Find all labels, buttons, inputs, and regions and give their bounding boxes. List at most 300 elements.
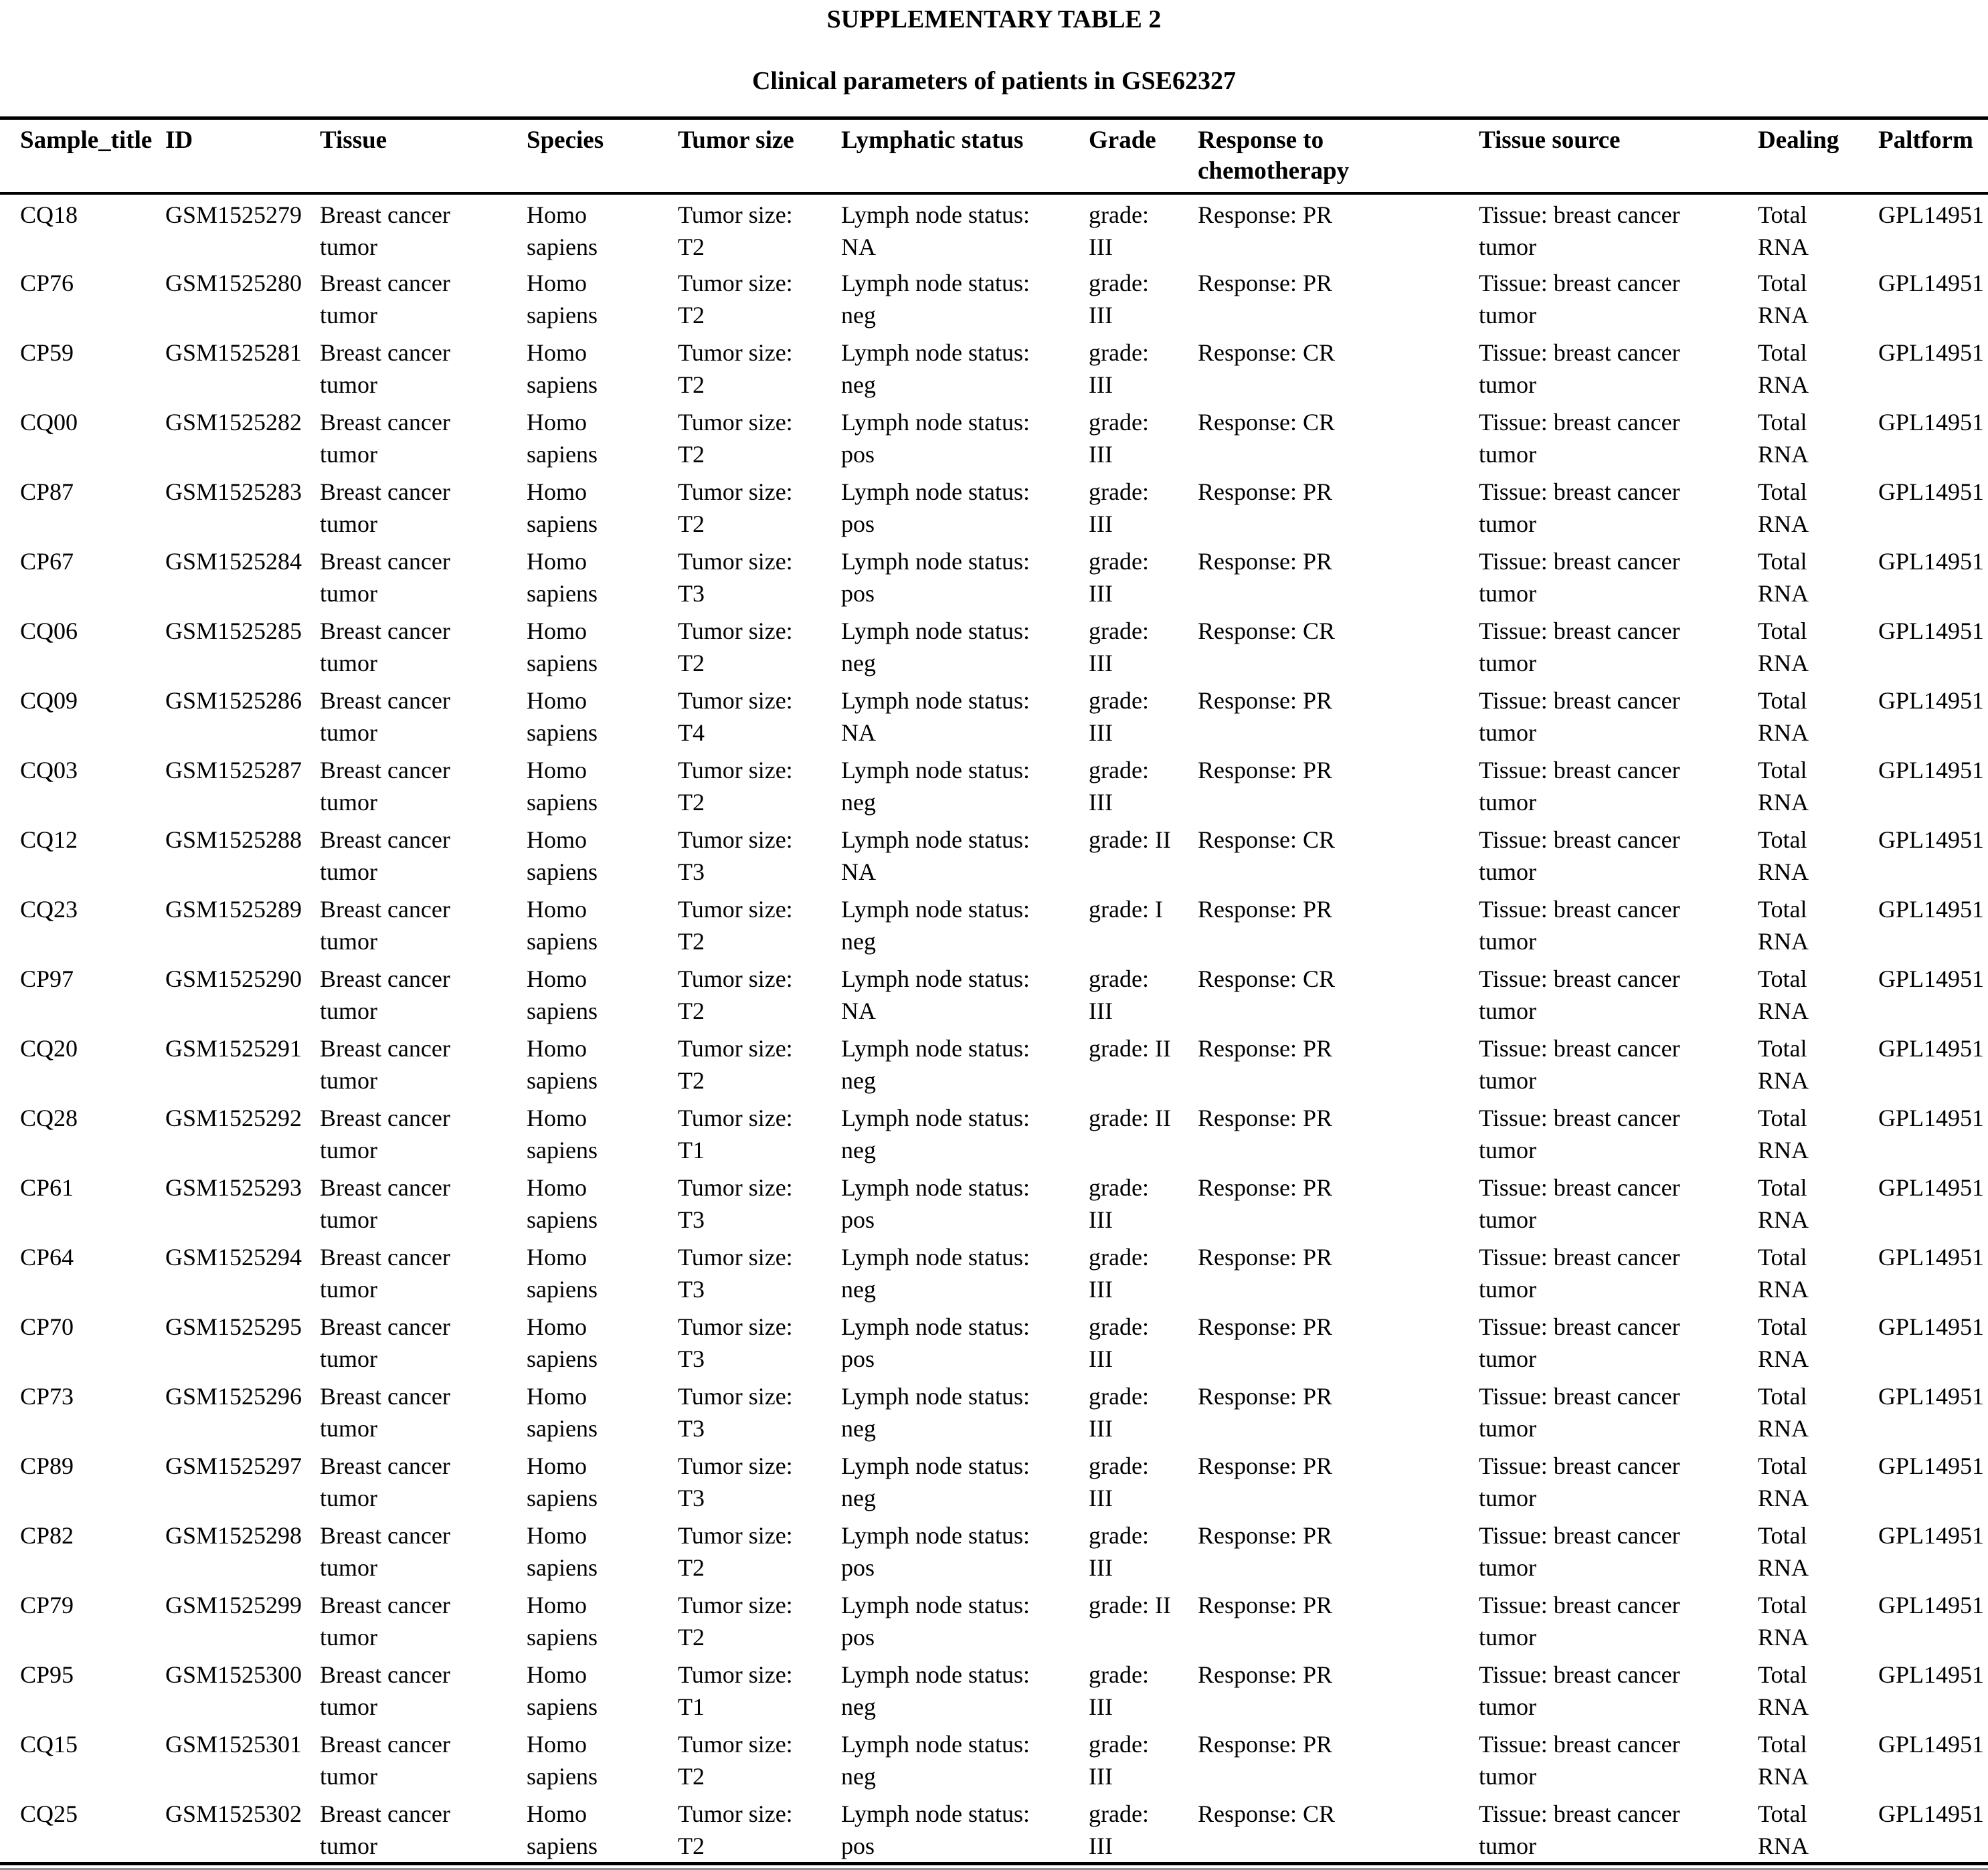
cell-platform: GPL14951 bbox=[1878, 1313, 1985, 1340]
cell-tumor_size: Tumor size: T2 bbox=[678, 478, 793, 537]
cell-sample_title: CQ00 bbox=[20, 409, 78, 436]
cell-tissue_source: Tissue: breast cancer tumor bbox=[1479, 1522, 1680, 1581]
cell-platform: GPL14951 bbox=[1878, 896, 1985, 923]
table-row bbox=[0, 472, 1988, 541]
cell-id: GSM1525285 bbox=[165, 618, 302, 644]
cell-tissue_source: Tissue: breast cancer tumor bbox=[1479, 1661, 1680, 1720]
table-row bbox=[0, 1376, 1988, 1446]
cell-species: Homo sapiens bbox=[527, 1313, 598, 1372]
cell-lymphatic_status: Lymph node status: neg bbox=[841, 757, 1030, 816]
cell-lymphatic_status: Lymph node status: pos bbox=[841, 548, 1030, 607]
cell-platform: GPL14951 bbox=[1878, 409, 1985, 436]
cell-platform: GPL14951 bbox=[1878, 1035, 1985, 1062]
cell-platform: GPL14951 bbox=[1878, 1592, 1985, 1618]
cell-lymphatic_status: Lymph node status: neg bbox=[841, 270, 1030, 329]
cell-platform: GPL14951 bbox=[1878, 826, 1985, 853]
cell-id: GSM1525284 bbox=[165, 548, 302, 575]
cell-grade: grade: III bbox=[1089, 548, 1149, 607]
cell-tissue_source: Tissue: breast cancer tumor bbox=[1479, 826, 1680, 885]
cell-response: Response: PR bbox=[1198, 201, 1333, 228]
cell-tissue_source: Tissue: breast cancer tumor bbox=[1479, 1453, 1680, 1511]
cell-species: Homo sapiens bbox=[527, 409, 598, 468]
cell-grade: grade: III bbox=[1089, 1522, 1149, 1581]
cell-response: Response: CR bbox=[1198, 965, 1336, 992]
cell-dealing: Total RNA bbox=[1758, 826, 1809, 885]
cell-grade: grade: III bbox=[1089, 1174, 1149, 1233]
column-header-lymphatic_status: Lymphatic status bbox=[841, 118, 1089, 194]
cell-tissue: Breast cancer tumor bbox=[320, 548, 450, 607]
cell-sample_title: CP59 bbox=[20, 339, 74, 366]
cell-lymphatic_status: Lymph node status: pos bbox=[841, 1522, 1030, 1581]
cell-species: Homo sapiens bbox=[527, 1661, 598, 1720]
cell-tissue_source: Tissue: breast cancer tumor bbox=[1479, 965, 1680, 1024]
cell-dealing: Total RNA bbox=[1758, 1800, 1809, 1859]
cell-sample_title: CP82 bbox=[20, 1522, 74, 1549]
cell-sample_title: CQ23 bbox=[20, 896, 78, 923]
cell-tissue_source: Tissue: breast cancer tumor bbox=[1479, 548, 1680, 607]
cell-species: Homo sapiens bbox=[527, 201, 598, 260]
cell-platform: GPL14951 bbox=[1878, 1453, 1985, 1479]
table-row bbox=[0, 1446, 1988, 1515]
cell-species: Homo sapiens bbox=[527, 270, 598, 329]
cell-tumor_size: Tumor size: T3 bbox=[678, 1313, 793, 1372]
table-row bbox=[0, 1794, 1988, 1864]
cell-tumor_size: Tumor size: T2 bbox=[678, 1035, 793, 1094]
cell-lymphatic_status: Lymph node status: pos bbox=[841, 1592, 1030, 1651]
cell-species: Homo sapiens bbox=[527, 618, 598, 676]
cell-tumor_size: Tumor size: T2 bbox=[678, 618, 793, 676]
cell-response: Response: PR bbox=[1198, 1035, 1333, 1062]
cell-tissue: Breast cancer tumor bbox=[320, 409, 450, 468]
column-header-response: Response to chemotherapy bbox=[1198, 118, 1479, 194]
cell-tumor_size: Tumor size: T2 bbox=[678, 965, 793, 1024]
cell-sample_title: CQ20 bbox=[20, 1035, 78, 1062]
cell-tissue_source: Tissue: breast cancer tumor bbox=[1479, 409, 1680, 468]
cell-response: Response: PR bbox=[1198, 270, 1333, 296]
cell-tumor_size: Tumor size: T2 bbox=[678, 757, 793, 816]
cell-platform: GPL14951 bbox=[1878, 548, 1985, 575]
cell-dealing: Total RNA bbox=[1758, 965, 1809, 1024]
cell-id: GSM1525297 bbox=[165, 1453, 302, 1479]
column-header-grade: Grade bbox=[1089, 118, 1198, 194]
cell-lymphatic_status: Lymph node status: pos bbox=[841, 478, 1030, 537]
cell-grade: grade: III bbox=[1089, 478, 1149, 537]
table-row bbox=[0, 1307, 1988, 1376]
cell-response: Response: PR bbox=[1198, 1522, 1333, 1549]
cell-tissue_source: Tissue: breast cancer tumor bbox=[1479, 1244, 1680, 1303]
cell-lymphatic_status: Lymph node status: NA bbox=[841, 826, 1030, 885]
cell-lymphatic_status: Lymph node status: neg bbox=[841, 1105, 1030, 1163]
cell-dealing: Total RNA bbox=[1758, 1105, 1809, 1163]
cell-tissue_source: Tissue: breast cancer tumor bbox=[1479, 1383, 1680, 1442]
cell-lymphatic_status: Lymph node status: NA bbox=[841, 687, 1030, 746]
cell-id: GSM1525283 bbox=[165, 478, 302, 505]
table-row bbox=[0, 402, 1988, 472]
cell-platform: GPL14951 bbox=[1878, 687, 1985, 714]
cell-dealing: Total RNA bbox=[1758, 270, 1809, 329]
cell-tumor_size: Tumor size: T2 bbox=[678, 339, 793, 398]
cell-dealing: Total RNA bbox=[1758, 478, 1809, 537]
cell-tissue_source: Tissue: breast cancer tumor bbox=[1479, 1174, 1680, 1233]
cell-tissue: Breast cancer tumor bbox=[320, 687, 450, 746]
cell-grade: grade: III bbox=[1089, 965, 1149, 1024]
table-caption: Clinical parameters of patients in GSE62327 bbox=[751, 67, 1237, 95]
cell-grade: grade: III bbox=[1089, 618, 1149, 676]
cell-tissue: Breast cancer tumor bbox=[320, 757, 450, 816]
cell-lymphatic_status: Lymph node status: NA bbox=[841, 201, 1030, 260]
cell-tissue_source: Tissue: breast cancer tumor bbox=[1479, 1731, 1680, 1790]
table-row bbox=[0, 1237, 1988, 1307]
cell-platform: GPL14951 bbox=[1878, 618, 1985, 644]
cell-lymphatic_status: Lymph node status: neg bbox=[841, 1453, 1030, 1511]
table-body bbox=[0, 193, 1988, 1864]
cell-dealing: Total RNA bbox=[1758, 409, 1809, 468]
cell-id: GSM1525289 bbox=[165, 896, 302, 923]
cell-tissue_source: Tissue: breast cancer tumor bbox=[1479, 896, 1680, 955]
cell-tumor_size: Tumor size: T3 bbox=[678, 826, 793, 885]
cell-id: GSM1525299 bbox=[165, 1592, 302, 1618]
cell-tissue: Breast cancer tumor bbox=[320, 1522, 450, 1581]
cell-response: Response: PR bbox=[1198, 1661, 1333, 1688]
cell-species: Homo sapiens bbox=[527, 548, 598, 607]
cell-id: GSM1525292 bbox=[165, 1105, 302, 1131]
cell-response: Response: CR bbox=[1198, 1800, 1336, 1827]
cell-tumor_size: Tumor size: T2 bbox=[678, 201, 793, 260]
cell-platform: GPL14951 bbox=[1878, 339, 1985, 366]
cell-sample_title: CP79 bbox=[20, 1592, 74, 1618]
cell-platform: GPL14951 bbox=[1878, 270, 1985, 296]
cell-sample_title: CP97 bbox=[20, 965, 74, 992]
cell-lymphatic_status: Lymph node status: neg bbox=[841, 1383, 1030, 1442]
cell-tumor_size: Tumor size: T2 bbox=[678, 409, 793, 468]
cell-grade: grade: III bbox=[1089, 1800, 1149, 1859]
cell-platform: GPL14951 bbox=[1878, 1105, 1985, 1131]
table-row bbox=[0, 1585, 1988, 1655]
cell-sample_title: CP76 bbox=[20, 270, 74, 296]
cell-tumor_size: Tumor size: T2 bbox=[678, 1731, 793, 1790]
cell-id: GSM1525280 bbox=[165, 270, 302, 296]
cell-response: Response: PR bbox=[1198, 757, 1333, 783]
cell-tissue_source: Tissue: breast cancer tumor bbox=[1479, 1800, 1680, 1859]
cell-tumor_size: Tumor size: T3 bbox=[678, 548, 793, 607]
cell-tissue: Breast cancer tumor bbox=[320, 1731, 450, 1790]
cell-tissue_source: Tissue: breast cancer tumor bbox=[1479, 1592, 1680, 1651]
cell-grade: grade: III bbox=[1089, 1313, 1149, 1372]
column-header-sample_title: Sample_title bbox=[0, 118, 165, 194]
table-row bbox=[0, 680, 1988, 750]
cell-tumor_size: Tumor size: T3 bbox=[678, 1453, 793, 1511]
cell-species: Homo sapiens bbox=[527, 965, 598, 1024]
cell-platform: GPL14951 bbox=[1878, 965, 1985, 992]
cell-dealing: Total RNA bbox=[1758, 201, 1809, 260]
cell-platform: GPL14951 bbox=[1878, 1522, 1985, 1549]
column-header-dealing: Dealing bbox=[1758, 118, 1878, 194]
cell-lymphatic_status: Lymph node status: pos bbox=[841, 409, 1030, 468]
cell-species: Homo sapiens bbox=[527, 1035, 598, 1094]
cell-tissue: Breast cancer tumor bbox=[320, 1244, 450, 1303]
table-row bbox=[0, 193, 1988, 263]
cell-dealing: Total RNA bbox=[1758, 548, 1809, 607]
cell-grade: grade: III bbox=[1089, 687, 1149, 746]
cell-response: Response: PR bbox=[1198, 1731, 1333, 1758]
cell-tumor_size: Tumor size: T2 bbox=[678, 896, 793, 955]
cell-tissue: Breast cancer tumor bbox=[320, 1105, 450, 1163]
cell-tissue_source: Tissue: breast cancer tumor bbox=[1479, 1313, 1680, 1372]
cell-platform: GPL14951 bbox=[1878, 757, 1985, 783]
cell-id: GSM1525286 bbox=[165, 687, 302, 714]
table-row bbox=[0, 1724, 1988, 1794]
cell-grade: grade: III bbox=[1089, 757, 1149, 816]
table-row bbox=[0, 1167, 1988, 1237]
cell-tumor_size: Tumor size: T2 bbox=[678, 1592, 793, 1651]
cell-species: Homo sapiens bbox=[527, 1800, 598, 1859]
cell-grade: grade: II bbox=[1089, 1105, 1171, 1131]
cell-tissue: Breast cancer tumor bbox=[320, 1453, 450, 1511]
table-row bbox=[0, 1655, 1988, 1724]
header-row bbox=[0, 118, 1988, 194]
cell-sample_title: CP95 bbox=[20, 1661, 74, 1688]
cell-dealing: Total RNA bbox=[1758, 339, 1809, 398]
cell-response: Response: PR bbox=[1198, 687, 1333, 714]
cell-sample_title: CQ25 bbox=[20, 1800, 78, 1827]
clinical-parameters-table bbox=[0, 116, 1988, 1865]
table-row bbox=[0, 820, 1988, 889]
cell-tissue: Breast cancer tumor bbox=[320, 826, 450, 885]
cell-species: Homo sapiens bbox=[527, 1592, 598, 1651]
cell-species: Homo sapiens bbox=[527, 1383, 598, 1442]
cell-tissue: Breast cancer tumor bbox=[320, 1661, 450, 1720]
cell-species: Homo sapiens bbox=[527, 687, 598, 746]
cell-grade: grade: III bbox=[1089, 339, 1149, 398]
cell-tumor_size: Tumor size: T3 bbox=[678, 1244, 793, 1303]
cell-id: GSM1525298 bbox=[165, 1522, 302, 1549]
cell-tissue_source: Tissue: breast cancer tumor bbox=[1479, 1035, 1680, 1094]
cell-species: Homo sapiens bbox=[527, 1174, 598, 1233]
cell-tissue_source: Tissue: breast cancer tumor bbox=[1479, 618, 1680, 676]
cell-id: GSM1525293 bbox=[165, 1174, 302, 1201]
cell-grade: grade: II bbox=[1089, 1592, 1171, 1618]
table-row bbox=[0, 1515, 1988, 1585]
cell-sample_title: CQ28 bbox=[20, 1105, 78, 1131]
cell-tissue_source: Tissue: breast cancer tumor bbox=[1479, 270, 1680, 329]
cell-id: GSM1525296 bbox=[165, 1383, 302, 1410]
column-header-id: ID bbox=[165, 118, 320, 194]
cell-id: GSM1525288 bbox=[165, 826, 302, 853]
cell-platform: GPL14951 bbox=[1878, 1800, 1985, 1827]
cell-lymphatic_status: Lymph node status: pos bbox=[841, 1174, 1030, 1233]
cell-dealing: Total RNA bbox=[1758, 1244, 1809, 1303]
table-row bbox=[0, 1028, 1988, 1098]
cell-tissue_source: Tissue: breast cancer tumor bbox=[1479, 478, 1680, 537]
cell-tissue: Breast cancer tumor bbox=[320, 1383, 450, 1442]
cell-id: GSM1525287 bbox=[165, 757, 302, 783]
cell-response: Response: PR bbox=[1198, 1453, 1333, 1479]
column-header-tumor_size: Tumor size bbox=[678, 118, 841, 194]
cell-response: Response: PR bbox=[1198, 548, 1333, 575]
cell-tissue: Breast cancer tumor bbox=[320, 896, 450, 955]
cell-tissue: Breast cancer tumor bbox=[320, 478, 450, 537]
cell-response: Response: PR bbox=[1198, 1244, 1333, 1271]
cell-lymphatic_status: Lymph node status: pos bbox=[841, 1313, 1030, 1372]
cell-sample_title: CP70 bbox=[20, 1313, 74, 1340]
cell-platform: GPL14951 bbox=[1878, 1731, 1985, 1758]
cell-tissue: Breast cancer tumor bbox=[320, 1800, 450, 1859]
column-header-species: Species bbox=[527, 118, 678, 194]
cell-response: Response: CR bbox=[1198, 339, 1336, 366]
cell-lymphatic_status: Lymph node status: neg bbox=[841, 1661, 1030, 1720]
cell-tumor_size: Tumor size: T2 bbox=[678, 1800, 793, 1859]
cell-grade: grade: III bbox=[1089, 1661, 1149, 1720]
table-row bbox=[0, 750, 1988, 820]
cell-id: GSM1525282 bbox=[165, 409, 302, 436]
table-row bbox=[0, 889, 1988, 959]
cell-response: Response: PR bbox=[1198, 478, 1333, 505]
cell-species: Homo sapiens bbox=[527, 339, 598, 398]
cell-tumor_size: Tumor size: T2 bbox=[678, 270, 793, 329]
cell-tumor_size: Tumor size: T1 bbox=[678, 1661, 793, 1720]
table-row bbox=[0, 1098, 1988, 1167]
cell-response: Response: PR bbox=[1198, 1383, 1333, 1410]
cell-tissue: Breast cancer tumor bbox=[320, 618, 450, 676]
cell-grade: grade: III bbox=[1089, 1383, 1149, 1442]
cell-dealing: Total RNA bbox=[1758, 1174, 1809, 1233]
cell-tissue: Breast cancer tumor bbox=[320, 1592, 450, 1651]
cell-tumor_size: Tumor size: T3 bbox=[678, 1383, 793, 1442]
cell-dealing: Total RNA bbox=[1758, 1383, 1809, 1442]
cell-tissue_source: Tissue: breast cancer tumor bbox=[1479, 1105, 1680, 1163]
cell-platform: GPL14951 bbox=[1878, 1661, 1985, 1688]
cell-dealing: Total RNA bbox=[1758, 757, 1809, 816]
cell-platform: GPL14951 bbox=[1878, 1244, 1985, 1271]
cell-sample_title: CQ06 bbox=[20, 618, 78, 644]
cell-sample_title: CQ12 bbox=[20, 826, 78, 853]
cell-response: Response: PR bbox=[1198, 1105, 1333, 1131]
cell-tissue: Breast cancer tumor bbox=[320, 201, 450, 260]
cell-tissue_source: Tissue: breast cancer tumor bbox=[1479, 201, 1680, 260]
cell-dealing: Total RNA bbox=[1758, 896, 1809, 955]
cell-id: GSM1525295 bbox=[165, 1313, 302, 1340]
cell-dealing: Total RNA bbox=[1758, 1731, 1809, 1790]
cell-response: Response: CR bbox=[1198, 618, 1336, 644]
cell-tissue: Breast cancer tumor bbox=[320, 1313, 450, 1372]
table-header bbox=[0, 118, 1988, 194]
cell-sample_title: CQ09 bbox=[20, 687, 78, 714]
cell-tissue: Breast cancer tumor bbox=[320, 1035, 450, 1094]
table-row bbox=[0, 263, 1988, 333]
cell-id: GSM1525290 bbox=[165, 965, 302, 992]
cell-id: GSM1525301 bbox=[165, 1731, 302, 1758]
table-number-title: SUPPLEMENTARY TABLE 2 bbox=[826, 5, 1162, 33]
cell-id: GSM1525281 bbox=[165, 339, 302, 366]
cell-lymphatic_status: Lymph node status: neg bbox=[841, 618, 1030, 676]
cell-tumor_size: Tumor size: T1 bbox=[678, 1105, 793, 1163]
cell-species: Homo sapiens bbox=[527, 826, 598, 885]
cell-id: GSM1525291 bbox=[165, 1035, 302, 1062]
cell-dealing: Total RNA bbox=[1758, 618, 1809, 676]
cell-species: Homo sapiens bbox=[527, 1731, 598, 1790]
table-row bbox=[0, 541, 1988, 611]
cell-lymphatic_status: Lymph node status: pos bbox=[841, 1800, 1030, 1859]
cell-grade: grade: III bbox=[1089, 409, 1149, 468]
cell-sample_title: CP61 bbox=[20, 1174, 74, 1201]
cell-lymphatic_status: Lymph node status: neg bbox=[841, 339, 1030, 398]
cell-grade: grade: III bbox=[1089, 270, 1149, 329]
cell-sample_title: CP67 bbox=[20, 548, 74, 575]
cell-species: Homo sapiens bbox=[527, 478, 598, 537]
cell-tumor_size: Tumor size: T4 bbox=[678, 687, 793, 746]
cell-platform: GPL14951 bbox=[1878, 478, 1985, 505]
cell-lymphatic_status: Lymph node status: neg bbox=[841, 1035, 1030, 1094]
cell-sample_title: CQ15 bbox=[20, 1731, 78, 1758]
cell-tissue: Breast cancer tumor bbox=[320, 1174, 450, 1233]
cell-sample_title: CP73 bbox=[20, 1383, 74, 1410]
cell-platform: GPL14951 bbox=[1878, 201, 1985, 228]
table-row bbox=[0, 611, 1988, 680]
cell-dealing: Total RNA bbox=[1758, 1035, 1809, 1094]
table-row bbox=[0, 333, 1988, 402]
cell-grade: grade: III bbox=[1089, 1244, 1149, 1303]
cell-tissue_source: Tissue: breast cancer tumor bbox=[1479, 339, 1680, 398]
cell-response: Response: CR bbox=[1198, 826, 1336, 853]
cell-response: Response: PR bbox=[1198, 1592, 1333, 1618]
cell-grade: grade: III bbox=[1089, 1731, 1149, 1790]
cell-dealing: Total RNA bbox=[1758, 1313, 1809, 1372]
cell-tumor_size: Tumor size: T3 bbox=[678, 1174, 793, 1233]
cell-dealing: Total RNA bbox=[1758, 1592, 1809, 1651]
cell-id: GSM1525279 bbox=[165, 201, 302, 228]
cell-tissue_source: Tissue: breast cancer tumor bbox=[1479, 757, 1680, 816]
column-header-tissue_source: Tissue source bbox=[1479, 118, 1758, 194]
cell-species: Homo sapiens bbox=[527, 1522, 598, 1581]
cell-sample_title: CP64 bbox=[20, 1244, 74, 1271]
cell-platform: GPL14951 bbox=[1878, 1174, 1985, 1201]
cell-sample_title: CP89 bbox=[20, 1453, 74, 1479]
cell-species: Homo sapiens bbox=[527, 1105, 598, 1163]
cell-dealing: Total RNA bbox=[1758, 1522, 1809, 1581]
cell-response: Response: PR bbox=[1198, 1313, 1333, 1340]
cell-grade: grade: II bbox=[1089, 1035, 1171, 1062]
cell-species: Homo sapiens bbox=[527, 896, 598, 955]
cell-grade: grade: III bbox=[1089, 201, 1149, 260]
cell-response: Response: PR bbox=[1198, 1174, 1333, 1201]
cell-lymphatic_status: Lymph node status: neg bbox=[841, 1244, 1030, 1303]
cell-sample_title: CP87 bbox=[20, 478, 74, 505]
cell-dealing: Total RNA bbox=[1758, 687, 1809, 746]
cell-lymphatic_status: Lymph node status: neg bbox=[841, 1731, 1030, 1790]
column-header-tissue: Tissue bbox=[320, 118, 527, 194]
cell-id: GSM1525300 bbox=[165, 1661, 302, 1688]
cell-dealing: Total RNA bbox=[1758, 1453, 1809, 1511]
cell-dealing: Total RNA bbox=[1758, 1661, 1809, 1720]
cell-grade: grade: II bbox=[1089, 826, 1171, 853]
cell-species: Homo sapiens bbox=[527, 1244, 598, 1303]
cell-sample_title: CQ03 bbox=[20, 757, 78, 783]
cell-id: GSM1525302 bbox=[165, 1800, 302, 1827]
cell-species: Homo sapiens bbox=[527, 1453, 598, 1511]
cell-species: Homo sapiens bbox=[527, 757, 598, 816]
cell-platform: GPL14951 bbox=[1878, 1383, 1985, 1410]
column-header-platform: Paltform bbox=[1878, 118, 1988, 194]
cell-tumor_size: Tumor size: T2 bbox=[678, 1522, 793, 1581]
cell-tissue_source: Tissue: breast cancer tumor bbox=[1479, 687, 1680, 746]
table-row bbox=[0, 959, 1988, 1028]
cell-tissue: Breast cancer tumor bbox=[320, 965, 450, 1024]
cell-lymphatic_status: Lymph node status: NA bbox=[841, 965, 1030, 1024]
cell-grade: grade: I bbox=[1089, 896, 1163, 923]
cell-sample_title: CQ18 bbox=[20, 201, 78, 228]
cell-id: GSM1525294 bbox=[165, 1244, 302, 1271]
cell-grade: grade: III bbox=[1089, 1453, 1149, 1511]
